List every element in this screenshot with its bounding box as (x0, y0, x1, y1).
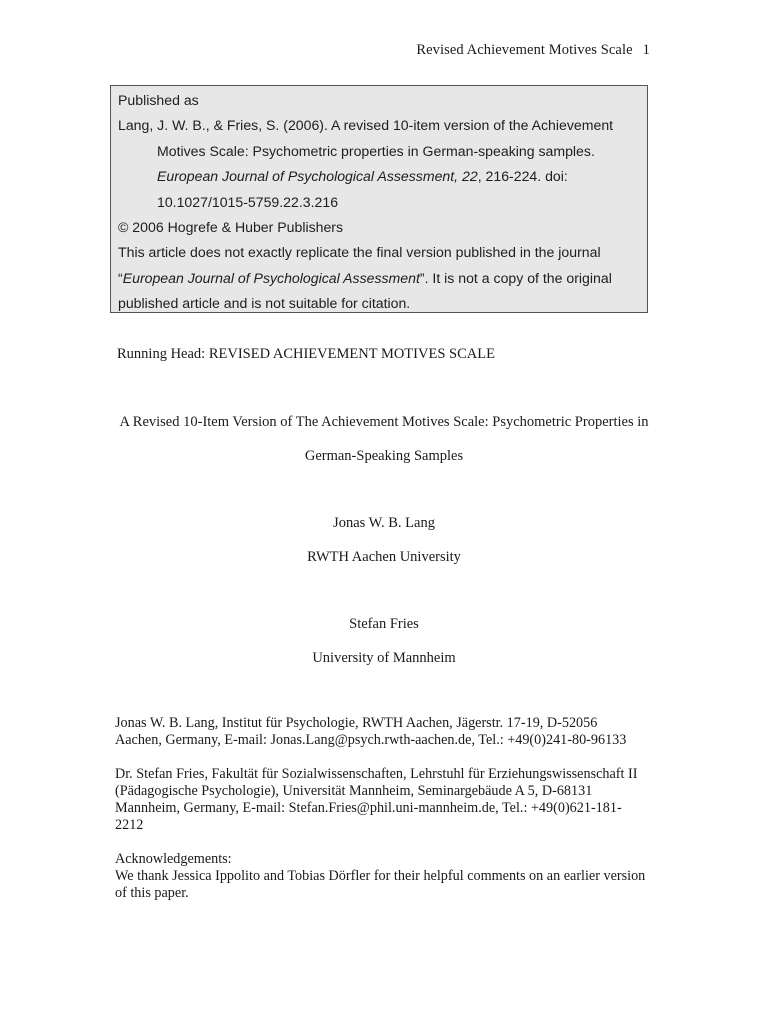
contact-line: Jonas W. B. Lang, Institut für Psychologie, RWTH Aachen, Jägerstr. 17-19, D-52056 (115, 715, 598, 731)
running-head: Running Head: REVISED ACHIEVEMENT MOTIVES SCALE (117, 346, 495, 362)
acknowledgements-heading: Acknowledgements: (115, 851, 232, 867)
published-as-label: Published as (118, 92, 199, 108)
contact-line: (Pädagogische Psychologie), Universität Mannheim, Seminargebäude A 5, D-68131 (115, 783, 593, 799)
page-header (416, 42, 650, 59)
author-affiliation: RWTH Aachen University (307, 549, 461, 565)
citation-journal-line (118, 164, 639, 189)
contact-line: Mannheim, Germany, E-mail: Stefan.Fries@phil.uni-mannheim.de, Tel.: +49(0)621-181- (115, 800, 622, 816)
acknowledgements-block (115, 851, 655, 902)
notice-quote-open: “ (118, 269, 123, 286)
citation-journal: European Journal of Psychological Assessment, 22 (157, 168, 478, 185)
notice-journal: European Journal of Psychological Assessment (122, 269, 420, 286)
contact-line: Aachen, Germany, E-mail: Jonas.Lang@psych.rwth-aachen.de, Tel.: +49(0)241-80-96133 (115, 732, 627, 748)
page-number: 1 (642, 42, 650, 58)
notice-line-2 (118, 266, 639, 291)
citation-doi: 10.1027/1015-5759.22.3.216 (157, 193, 339, 210)
copyright-line: © 2006 Hogrefe & Huber Publishers (118, 219, 344, 236)
notice-line-2-rest: ”. It is not a copy of the original (419, 269, 612, 286)
contact-block-fries (115, 766, 655, 834)
contact-line: Dr. Stefan Fries, Fakultät für Sozialwissenschaften, Lehrstuhl für Erziehungswissenschaft II (115, 766, 638, 782)
header-running-title: Revised Achievement Motives Scale (416, 42, 633, 58)
acknowledgements-text: We thank Jessica Ippolito and Tobias Dörfler for their helpful comments on an earlier version (115, 868, 646, 884)
notice-line-3: published article and is not suitable for citation. (118, 295, 411, 312)
paper-title-line-1: A Revised 10-Item Version of The Achievement Motives Scale: Psychometric Properties in (119, 414, 649, 430)
contact-line: 2212 (115, 817, 144, 833)
publication-notice-box (110, 85, 648, 313)
notice-line-1: This article does not exactly replicate the final version published in the journal (118, 244, 601, 261)
author-name: Jonas W. B. Lang (333, 515, 435, 531)
citation-line-1: Lang, J. W. B., & Fries, S. (2006). A revised 10-item version of the Achievement (118, 117, 614, 134)
author-name: Stefan Fries (349, 616, 419, 632)
acknowledgements-text: of this paper. (115, 885, 189, 901)
contact-block-lang (115, 715, 655, 749)
citation-pages: , 216-224. doi: (477, 168, 568, 185)
citation-line-2: Motives Scale: Psychometric properties in German-speaking samples. (157, 142, 595, 159)
author-affiliation: University of Mannheim (312, 650, 456, 666)
paper-title-line-2: German-Speaking Samples (304, 448, 464, 464)
